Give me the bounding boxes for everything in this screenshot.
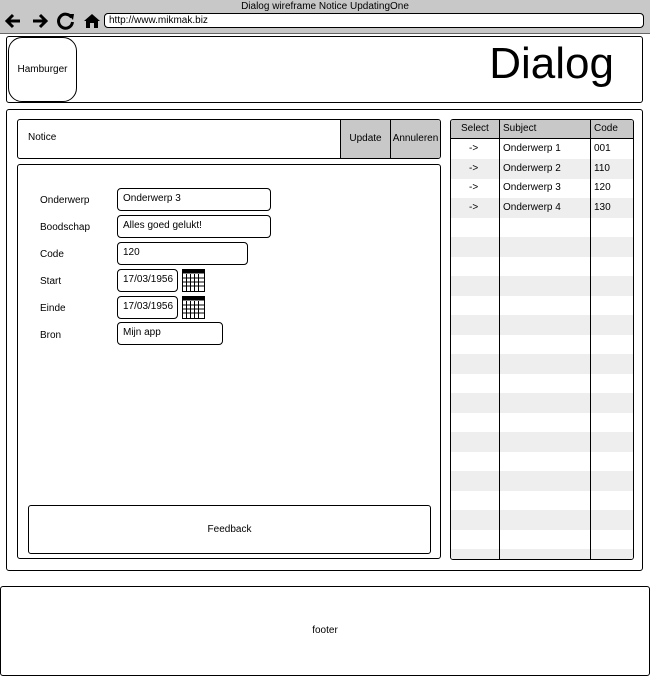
row-subject: Onderwerp 4 <box>503 202 561 213</box>
einde-label: Einde <box>40 303 66 314</box>
row-subject: Onderwerp 3 <box>503 182 561 193</box>
bron-input[interactable]: Mijn app <box>117 322 223 345</box>
start-date-input[interactable]: 17/03/1956 <box>117 269 178 292</box>
row-subject: Onderwerp 2 <box>503 163 561 174</box>
forward-arrow-icon[interactable] <box>31 12 49 30</box>
calendar-icon[interactable] <box>182 296 205 319</box>
row-select-arrow[interactable]: -> <box>469 182 479 193</box>
table-header <box>451 120 633 139</box>
subject-table <box>450 119 634 560</box>
table-row[interactable] <box>451 139 633 159</box>
main-content <box>6 109 643 571</box>
row-subject: Onderwerp 1 <box>503 143 561 154</box>
app-header <box>6 36 643 103</box>
onderwerp-label: Onderwerp <box>40 195 90 206</box>
url-input[interactable]: http://www.mikmak.biz <box>104 13 644 28</box>
row-code: 110 <box>594 163 610 174</box>
column-divider <box>590 120 591 560</box>
bron-label: Bron <box>40 330 62 341</box>
window-title: Dialog wireframe Notice UpdatingOne <box>241 1 409 12</box>
calendar-icon[interactable] <box>182 269 205 292</box>
table-row[interactable] <box>451 198 633 218</box>
row-code: 130 <box>594 202 611 213</box>
row-select-arrow[interactable]: -> <box>469 143 479 154</box>
back-arrow-icon[interactable] <box>4 12 22 30</box>
row-select-arrow[interactable]: -> <box>469 202 479 213</box>
column-divider <box>499 120 500 560</box>
browser-toolbar <box>0 0 650 34</box>
page-title: Dialog <box>489 39 614 88</box>
col-header-code: Code <box>594 123 618 134</box>
reload-icon[interactable] <box>57 12 75 30</box>
row-code: 001 <box>594 143 611 154</box>
code-input[interactable]: 120 <box>117 242 248 265</box>
hamburger-menu-button[interactable]: Hamburger <box>8 37 77 102</box>
home-icon[interactable] <box>83 12 101 30</box>
row-code: 120 <box>594 182 611 193</box>
col-header-subject: Subject <box>503 123 537 134</box>
start-label: Start <box>40 276 62 287</box>
boodschap-input[interactable]: Alles goed gelukt! <box>117 215 271 238</box>
update-button[interactable]: Update <box>340 120 390 158</box>
footer-label: footer <box>312 625 338 636</box>
einde-date-input[interactable]: 17/03/1956 <box>117 296 178 319</box>
notice-form <box>17 164 441 559</box>
notice-label: Notice <box>28 132 57 143</box>
notice-bar <box>17 119 441 159</box>
table-row[interactable] <box>451 159 633 179</box>
row-select-arrow[interactable]: -> <box>469 163 479 174</box>
onderwerp-input[interactable]: Onderwerp 3 <box>117 188 271 211</box>
col-header-select: Select <box>461 123 489 134</box>
page-footer <box>0 586 650 676</box>
cancel-button[interactable]: Annuleren <box>390 120 440 158</box>
table-row[interactable] <box>451 178 633 198</box>
feedback-box: Feedback <box>28 505 431 554</box>
boodschap-label: Boodschap <box>40 222 91 233</box>
code-label: Code <box>40 249 64 260</box>
